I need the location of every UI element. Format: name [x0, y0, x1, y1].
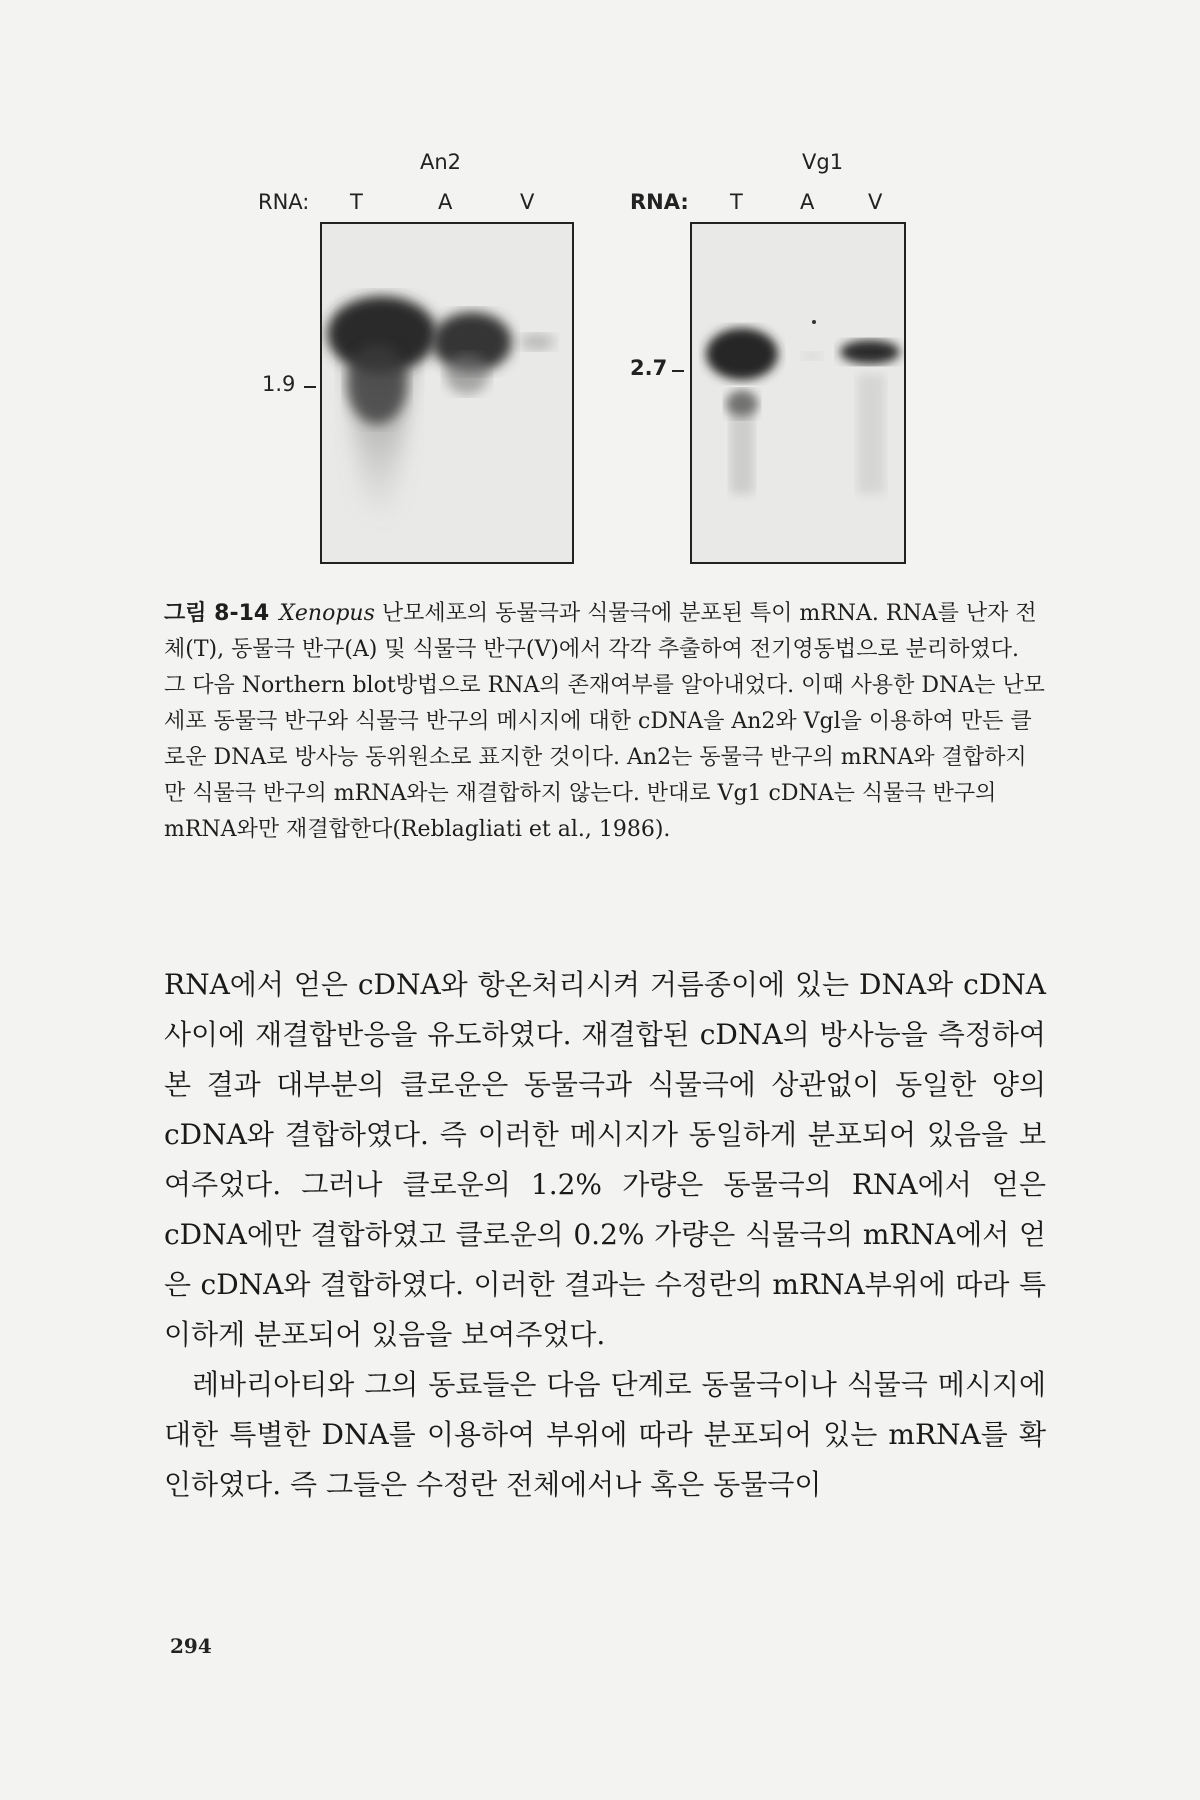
- lane-a-tail: [445, 354, 489, 394]
- caption-figure-number: 그림 8-14: [164, 601, 270, 626]
- vg1-lane-v-band: [840, 340, 900, 364]
- vg1-lane-t-smear: [730, 414, 754, 494]
- vg1-lane-t-band: [706, 328, 778, 380]
- right-lane-v: V: [868, 190, 883, 214]
- caption-species: Xenopus: [279, 601, 375, 626]
- right-lane-a: A: [800, 190, 815, 214]
- left-marker-tick: [304, 386, 316, 388]
- right-lane-t: T: [730, 190, 743, 214]
- left-lane-a: A: [438, 190, 453, 214]
- right-size-marker: 2.7: [630, 356, 668, 380]
- page-number: 294: [170, 1634, 212, 1658]
- left-panel-title: An2: [420, 150, 462, 174]
- vg1-dust-dot: [812, 320, 816, 324]
- caption-text: 난모세포의 동물극과 식물극에 분포된 특이 mRNA. RNA를 난자 전체(T), 동물극 반구(A) 및 식물극 반구(V)에서 각각 추출하여 전기영동법으로 분리하였다. 그 다음 Northern blot방법으로 RNA의 존재여부를 알아내었다. 이때 사용한 DNA는 난모세포 동물극 반구와 식물극 반구의 메시지에 대한 cDNA을 An2와 Vgl을 이용하여 만든 클로운 DNA로 방사능 동위원소로 표지한 것이다. An2는 동물극 반구의 mRNA와 결합하지만 식물극 반구의 mRNA와는 재결합하지 않는다. 반대로 Vg1 cDNA는 식물극 반구의 mRNA와만 재결합한다(Reblagliati et al., 1986).: [164, 601, 1045, 842]
- left-lane-v: V: [520, 190, 535, 214]
- body-paragraph-2: 레바리아티와 그의 동료들은 다음 단계로 동물극이나 식물극 메시지에 대한 특별한 DNA를 이용하여 부위에 따라 분포되어 있는 mRNA를 확인하였다. 즉 그들은 수정란 전체에서나 혹은 동물극이: [164, 1368, 1046, 1501]
- an2-blot-image: [322, 224, 572, 562]
- left-lane-t: T: [350, 190, 363, 214]
- vg1-northern-blot: [690, 222, 906, 564]
- vg1-blot-image: [692, 224, 904, 562]
- lane-t-tail: [347, 344, 407, 424]
- left-rna-label: RNA:: [258, 190, 310, 214]
- vg1-lane-a-band: [802, 352, 822, 360]
- vg1-lane-t-secondary: [726, 390, 758, 418]
- vg1-lane-v-smear: [857, 374, 885, 494]
- figure-caption: [164, 596, 1046, 848]
- an2-northern-blot: [320, 222, 574, 564]
- body-paragraph-1: RNA에서 얻은 cDNA와 항온처리시켜 거름종이에 있는 DNA와 cDNA 사이에 재결합반응을 유도하였다. 재결합된 cDNA의 방사능을 측정하여 본 결과 대부분의 클로운은 동물극과 식물극에 상관없이 동일한 양의 cDNA와 결합하였다. 즉 이러한 메시지가 동일하게 분포되어 있음을 보여주었다. 그러나 클로운의 1.2% 가량은 동물극의 RNA에서 얻은 cDNA에만 결합하였고 클로운의 0.2% 가량은 식물극의 mRNA에서 얻은 cDNA와 결합하였다. 이러한 결과는 수정란의 mRNA부위에 따라 특이하게 분포되어 있음을 보여주었다.: [164, 968, 1046, 1351]
- right-panel-title: Vg1: [802, 150, 844, 174]
- body-text: [164, 960, 1046, 1510]
- right-rna-label: RNA:: [630, 190, 689, 214]
- lane-v-band: [519, 334, 555, 350]
- figure-8-14: [0, 0, 1200, 600]
- right-marker-tick: [672, 370, 684, 372]
- left-size-marker: 1.9: [262, 372, 296, 396]
